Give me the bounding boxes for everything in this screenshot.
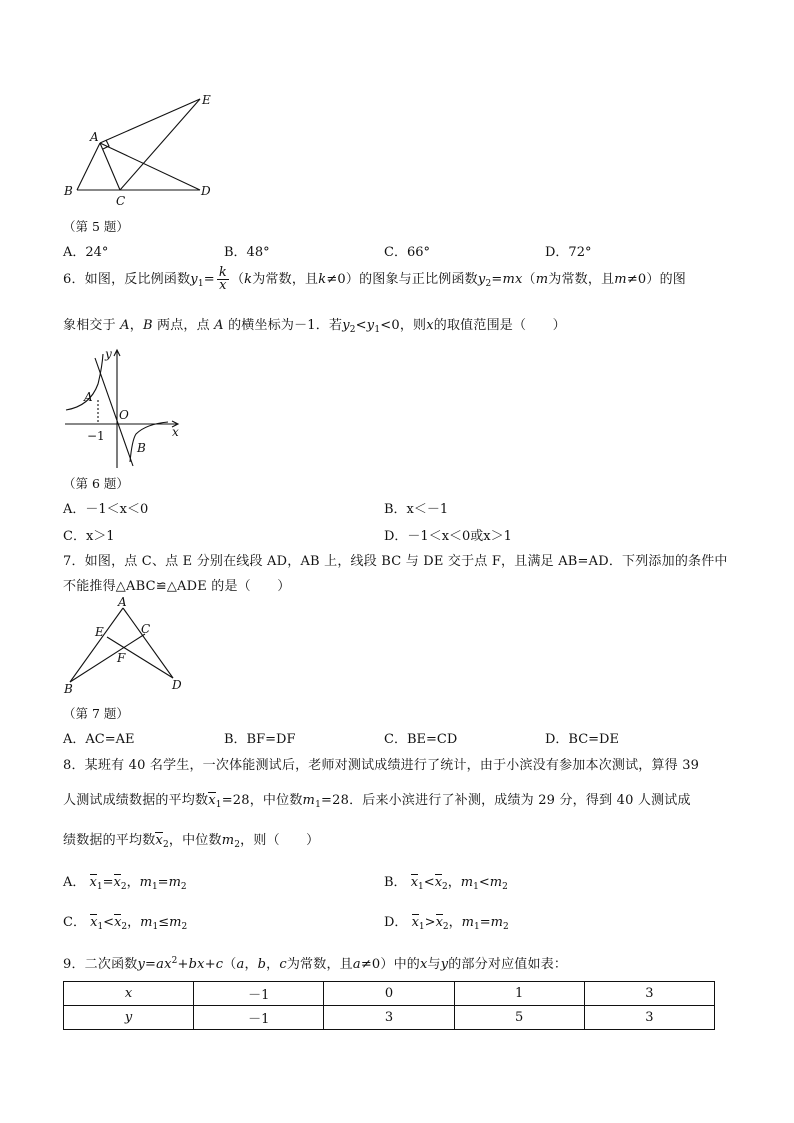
q5-option-b: B．48° — [224, 245, 270, 260]
q5-point-D: D — [201, 184, 211, 198]
q8-stem-line1: 8．某班有 40 名学生，一次体能测试后，老师对测试成绩进行了统计，由于小滨没有参加本次测试，算得 39 — [63, 758, 700, 773]
q7-point-F: F — [117, 651, 126, 665]
q7-point-A: A — [118, 595, 127, 609]
q6-caption: （第 6 题） — [63, 476, 129, 491]
q6-axis-y: y — [105, 347, 112, 361]
table-cell: x — [64, 982, 194, 1006]
table-cell: 3 — [324, 1006, 454, 1030]
q7-point-B: B — [64, 682, 73, 696]
q8-stem-line3: 绩数据的平均数$x_2$，中位数$m_2$，则（ ） — [63, 833, 320, 850]
table-cell: 1 — [454, 982, 584, 1006]
table-cell: 5 — [454, 1006, 584, 1030]
table-row — [64, 1006, 715, 1030]
q6-stem-line2: 象相交于 A，B 两点，点 A 的横坐标为－1．若$y_2<y_1<0$，则x的取值范围是（ ） — [63, 318, 566, 335]
q6-figure — [60, 344, 190, 470]
q5-caption: （第 5 题） — [63, 219, 129, 234]
q8-option-d: D． $x_1>x_2$，$m_1=m_2$ — [384, 915, 509, 932]
q5-option-a: A．24° — [63, 245, 109, 260]
q6-option-c: C．x＞1 — [63, 529, 115, 544]
q8-stem-line2: 人测试成绩数据的平均数$x_1=28$，中位数$m_1=28$．后来小滨进行了补测，成绩为 29 分，得到 40 人测试成 — [63, 793, 691, 810]
q5-figure — [60, 88, 230, 210]
q7-point-D: D — [172, 678, 182, 692]
q5-point-E: E — [202, 93, 211, 107]
q7-point-C: C — [141, 622, 151, 636]
q6-axis-x: x — [172, 425, 179, 439]
q7-caption: （第 7 题） — [63, 706, 129, 721]
q6-tick-minus1: −1 — [87, 429, 105, 443]
q8-option-b: B． $x_1<x_2$，$m_1<m_2$ — [384, 875, 508, 892]
q8-option-c: C． $x_1<x_2$，$m_1\le m_2$ — [63, 915, 188, 932]
q6-origin: O — [119, 408, 129, 422]
q6-option-a: A．－1＜x＜0 — [63, 502, 149, 517]
q7-option-c: C．BE=CD — [384, 732, 458, 747]
table-cell: －1 — [194, 982, 324, 1006]
table-cell: y — [64, 1006, 194, 1030]
q7-stem-line2: 不能推得△ABC≌△ADE 的是（ ） — [63, 579, 291, 594]
q9-value-table — [63, 981, 715, 1030]
q9-stem: 9．二次函数$y=ax^2+bx+c(a$，b，c为常数，且a≠0）中的x与y的部分对应值如表： — [63, 956, 568, 972]
table-cell: 3 — [584, 982, 714, 1006]
q5-point-A: A — [90, 130, 99, 144]
q6-point-B: B — [137, 441, 146, 455]
q5-point-C: C — [116, 194, 126, 208]
q6-option-b: B．x＜－1 — [384, 502, 449, 517]
q8-option-a: A． $x_1=x_2$，$m_1=m_2$ — [63, 875, 187, 892]
q7-option-d: D．BC=DE — [545, 732, 619, 747]
q5-point-B: B — [64, 184, 73, 198]
table-cell: 3 — [584, 1006, 714, 1030]
q5-option-c: C．66° — [384, 245, 430, 260]
q6-stem-line1: 6．如图，反比例函数$y_1=$ $\frac{k}{x}$ （k为常数，且k≠0）的图象与正比例函数$y_2=mx(m$为常数，且m≠0）的图 — [63, 265, 686, 293]
table-row — [64, 982, 715, 1006]
q6-option-d: D．－1＜x＜0或x＞1 — [384, 529, 512, 544]
q7-point-E: E — [95, 625, 104, 639]
q7-figure — [60, 594, 190, 700]
q7-option-a: A．AC=AE — [63, 732, 135, 747]
q7-option-b: B．BF=DF — [224, 732, 296, 747]
q6-point-A: A — [84, 390, 93, 404]
q5-option-d: D．72° — [545, 245, 592, 260]
table-cell: －1 — [194, 1006, 324, 1030]
q7-stem-line1: 7．如图，点 C、点 E 分别在线段 AD，AB 上，线段 BC 与 DE 交于点 F，且满足 AB=AD．下列添加的条件中 — [63, 554, 728, 569]
table-cell: 0 — [324, 982, 454, 1006]
